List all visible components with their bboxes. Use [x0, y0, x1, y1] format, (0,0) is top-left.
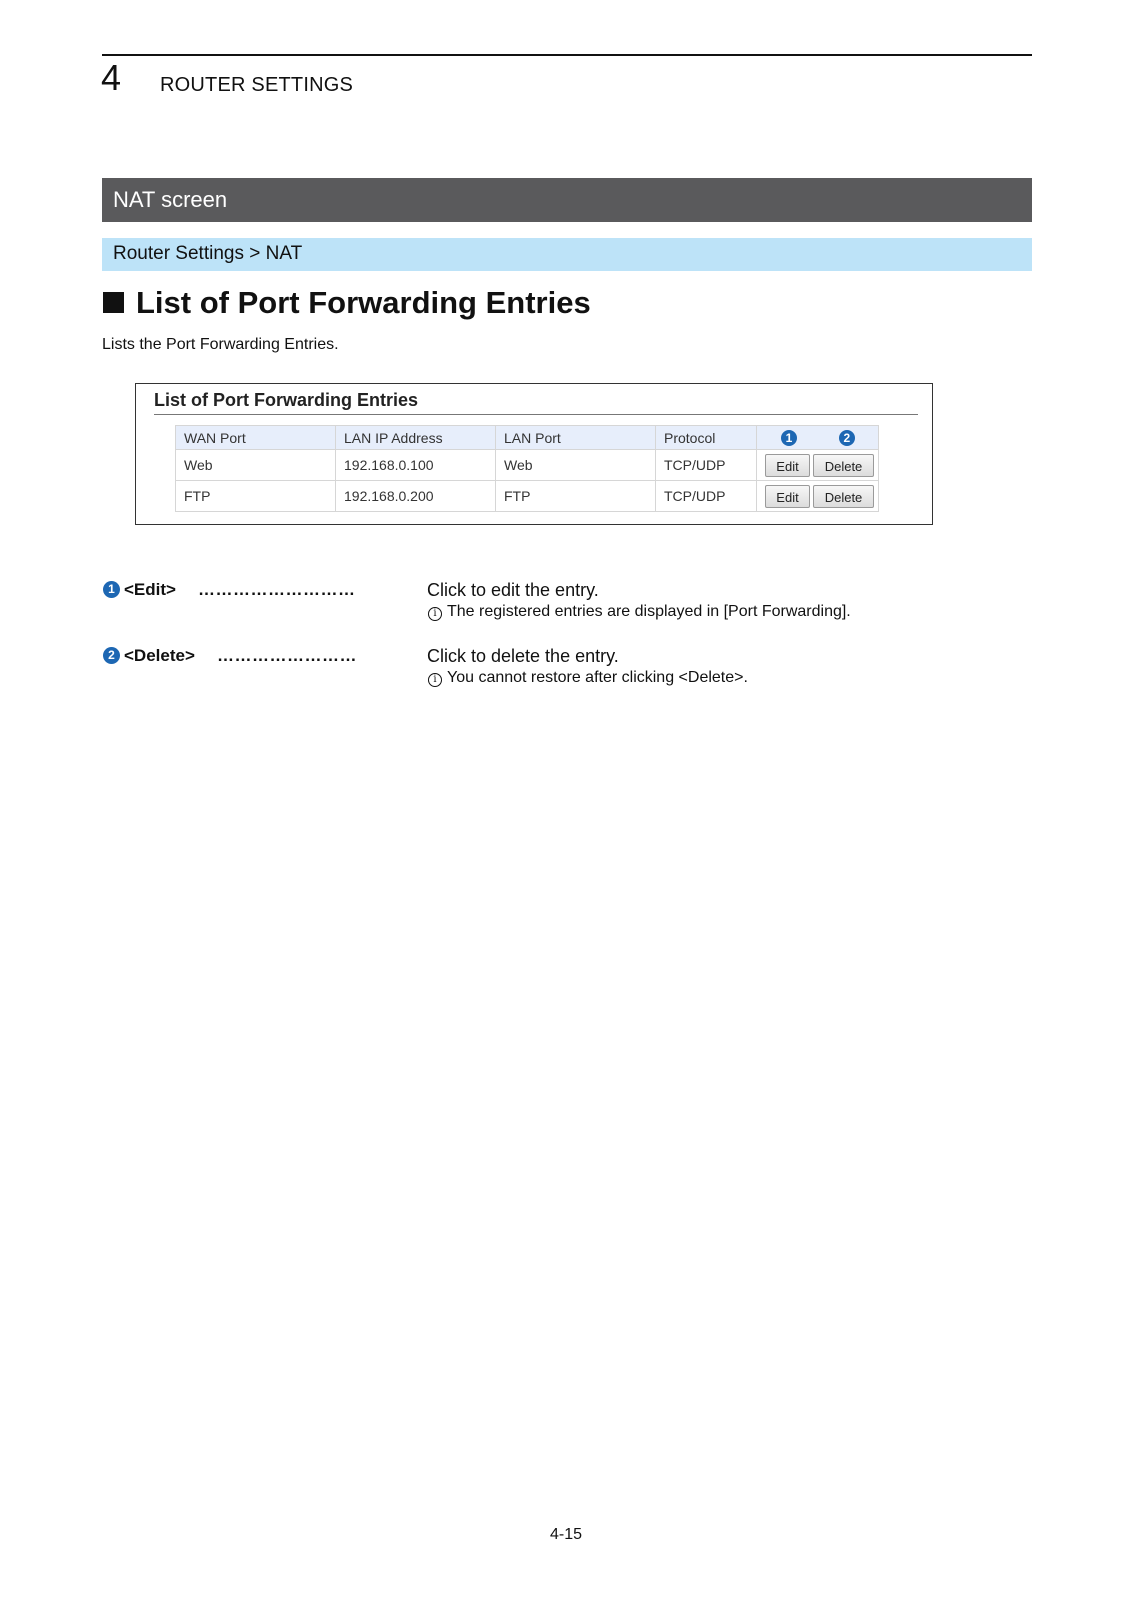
desc-label-edit: <Edit> — [124, 580, 176, 599]
callout-marker-1: 1 — [781, 430, 797, 446]
column-header-lan-port: LAN Port — [496, 426, 656, 450]
cell-actions — [757, 481, 879, 512]
cell-lan-ip: 192.168.0.200 — [336, 481, 496, 512]
breadcrumb-text: Router Settings > NAT — [113, 243, 303, 264]
desc-text-delete: Click to delete the entry. — [427, 646, 619, 666]
delete-button[interactable]: Delete — [813, 485, 874, 508]
page-title: List of Port Forwarding Entries — [136, 285, 591, 320]
table-header-row — [176, 426, 879, 450]
heading-square-icon — [103, 292, 124, 313]
desc-leader-dots: ……………………… — [198, 580, 356, 599]
desc-label-delete: <Delete> — [124, 646, 195, 665]
callout-marker-1: 1 — [103, 581, 120, 598]
desc-note-edit — [428, 602, 851, 622]
cell-protocol: TCP/UDP — [656, 450, 757, 481]
cell-wan-port: FTP — [176, 481, 336, 512]
table-row — [176, 481, 879, 512]
cell-lan-port: Web — [496, 450, 656, 481]
column-header-actions — [757, 426, 879, 450]
desc-note-delete — [428, 668, 748, 688]
page-number: 4-15 — [549, 1526, 583, 1543]
edit-button[interactable]: Edit — [765, 454, 810, 477]
info-icon: i — [428, 607, 442, 621]
cell-lan-ip: 192.168.0.100 — [336, 450, 496, 481]
port-forwarding-table — [175, 425, 879, 512]
intro-text: Lists the Port Forwarding Entries. — [102, 336, 339, 353]
desc-text-edit: Click to edit the entry. — [427, 580, 599, 600]
chapter-title: ROUTER SETTINGS — [160, 74, 354, 96]
callout-marker-2: 2 — [839, 430, 855, 446]
breadcrumb — [102, 238, 1032, 271]
delete-button[interactable]: Delete — [813, 454, 874, 477]
table-row — [176, 450, 879, 481]
info-icon: i — [428, 673, 442, 687]
column-header-protocol: Protocol — [656, 426, 757, 450]
cell-wan-port: Web — [176, 450, 336, 481]
edit-button[interactable]: Edit — [765, 485, 810, 508]
panel-divider — [154, 414, 918, 415]
desc-leader-dots: …………………… — [217, 646, 357, 665]
section-bar — [102, 178, 1032, 222]
desc-note-delete-text: You cannot restore after clicking <Delete>. — [447, 669, 748, 686]
panel-title: List of Port Forwarding Entries — [154, 390, 419, 410]
port-forwarding-panel — [135, 383, 933, 525]
column-header-wan-port: WAN Port — [176, 426, 336, 450]
section-title: NAT screen — [113, 187, 228, 212]
cell-actions — [757, 450, 879, 481]
callout-marker-2: 2 — [103, 647, 120, 664]
desc-note-edit-text: The registered entries are displayed in [Port Forwarding]. — [447, 603, 851, 620]
column-header-lan-ip: LAN IP Address — [336, 426, 496, 450]
chapter-number: 4 — [101, 57, 122, 98]
top-rule — [102, 54, 1032, 56]
cell-protocol: TCP/UDP — [656, 481, 757, 512]
cell-lan-port: FTP — [496, 481, 656, 512]
